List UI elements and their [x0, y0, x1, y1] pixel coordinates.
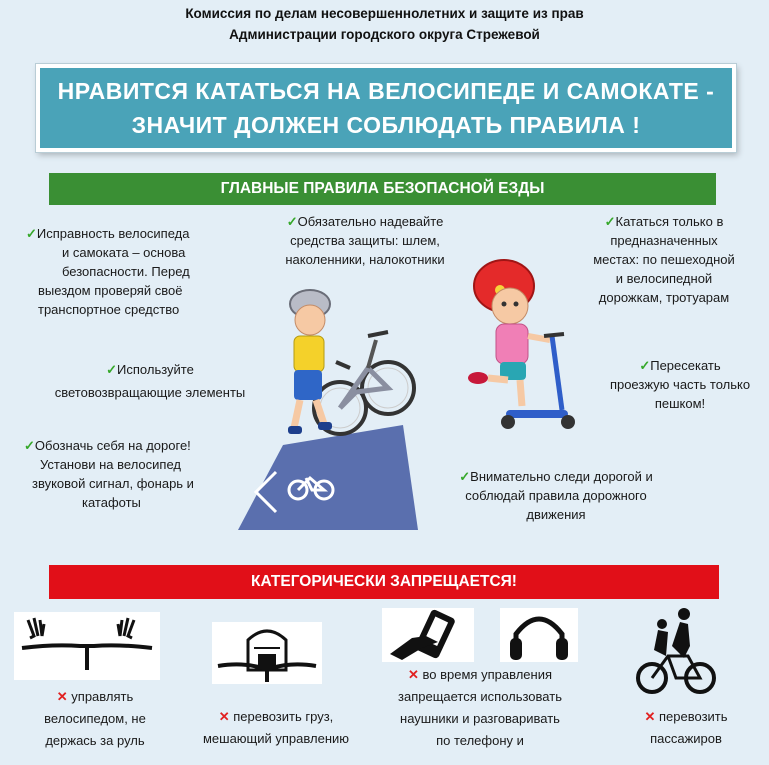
cross-icon: ✕ [56, 689, 68, 704]
handlebar-no-hands-icon [14, 612, 160, 680]
pink-shirt [496, 324, 528, 364]
check-icon: ✓ [604, 214, 616, 229]
check-icon: ✓ [106, 362, 118, 377]
rule-4: ✓Используйте световозвращающие элементы [54, 362, 246, 400]
cross-icon: ✕ [218, 709, 230, 724]
forbidden-3: ✕ во время управления запрещается использовать наушники и разговаривать по телефону и [398, 667, 562, 748]
rule-1: ✓Исправность велосипеда и самоката – основа безопасности. Перед выездом проверяй своё транспортное средство [26, 226, 190, 317]
check-icon: ✓ [24, 438, 35, 453]
rule-2: ✓Обязательно надевайте средства защиты: шлем, наколенники, налокотники [285, 214, 445, 267]
bike-lane-road [238, 425, 418, 530]
yellow-shirt [294, 336, 324, 372]
rule-3: ✓Кататься только в предназначенных местах: по пешеходной и велосипедной дорожкам, тротуарам [593, 214, 735, 305]
header-line-1: Комиссия по делам несовершеннолетних и защите из прав [185, 6, 584, 21]
scooter-girl-illustration [452, 250, 592, 430]
rules-title-bar: ГЛАВНЫЕ ПРАВИЛА БЕЗОПАСНОЙ ЕЗДЫ [49, 173, 716, 205]
cross-icon: ✕ [644, 709, 656, 724]
cross-icon: ✕ [408, 667, 419, 682]
header-line-2: Администрации городского округа Стрежевой [229, 27, 540, 42]
forbidden-1: ✕ управлять велосипедом, не держась за руль [44, 689, 146, 748]
check-icon: ✓ [26, 226, 37, 241]
bicycle-boy-illustration [228, 280, 428, 535]
rule-7: ✓Внимательно следи дорогой и соблюдай правила дорожного движения [459, 469, 653, 522]
scooter-stem [552, 336, 562, 410]
cyclist-with-passenger-icon [632, 606, 720, 698]
forbidden-4: ✕ перевозить пассажиров [644, 709, 728, 746]
phone-in-hand-icon [382, 608, 474, 662]
check-icon: ✓ [639, 358, 651, 373]
check-icon: ✓ [286, 214, 298, 229]
forbidden-title-bar: КАТЕГОРИЧЕСКИ ЗАПРЕЩАЕТСЯ! [49, 565, 719, 599]
main-banner [36, 64, 736, 152]
scooter-deck [506, 410, 568, 418]
backpack-handlebar-icon [212, 622, 322, 684]
check-icon: ✓ [459, 469, 471, 484]
banner-line-1: НРАВИТСЯ КАТАТЬСЯ НА ВЕЛОСИПЕДЕ И САМОКАТЕ - [57, 78, 715, 104]
banner-line-2: ЗНАЧИТ ДОЛЖЕН СОБЛЮДАТЬ ПРАВИЛА ! [131, 112, 641, 138]
headphones-icon [500, 608, 578, 662]
rule-6: ✓Обозначь себя на дороге! Установи на велосипед звуковой сигнал, фонарь и катафоты [24, 438, 194, 510]
forbidden-2: ✕ перевозить груз, мешающий управлению [202, 709, 350, 746]
rule-5: ✓Пересекать проезжую часть только пешком! [609, 358, 751, 411]
